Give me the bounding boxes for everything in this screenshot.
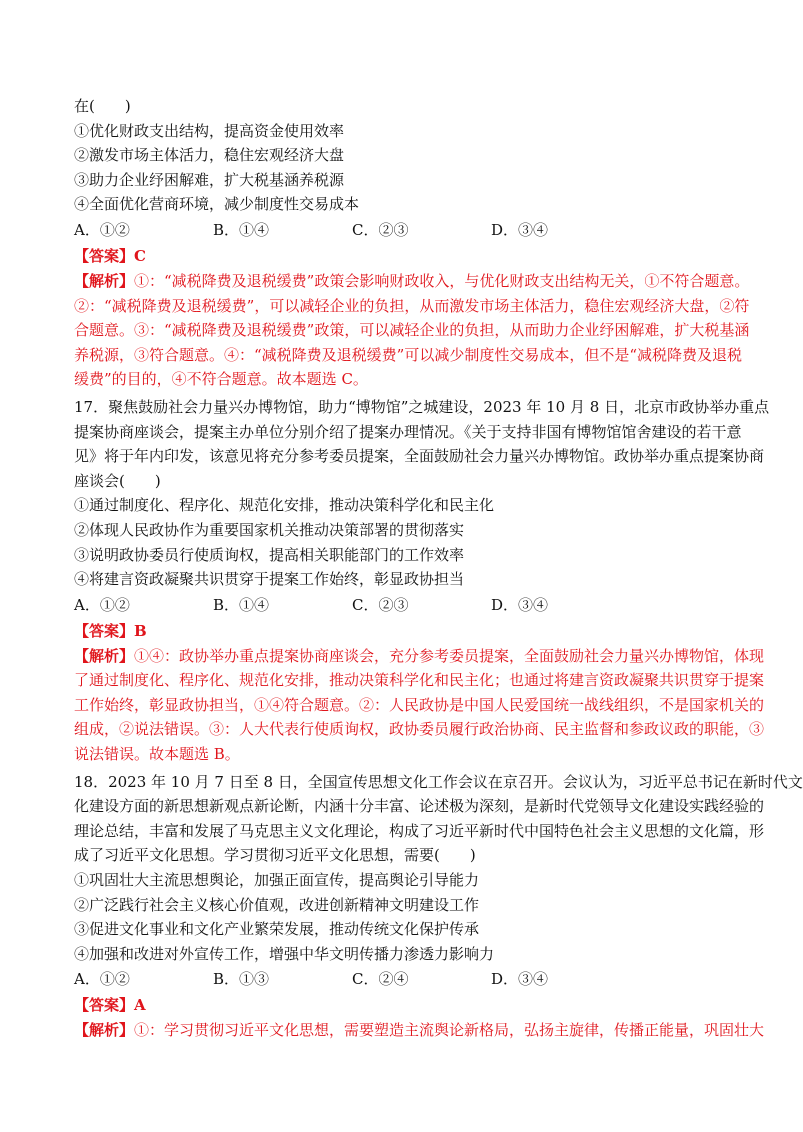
option-c: C．②③ bbox=[352, 595, 409, 614]
analysis-block bbox=[74, 1018, 765, 1043]
analysis-block bbox=[74, 644, 765, 767]
statement-4: ④加强和改进对外宣传工作，增强中华文明传播力渗透力影响力 bbox=[74, 944, 495, 963]
question-stem-line: 化建设方面的新思想新观点新论断，内涵十分丰富、论述极为深刻，是新时代党领导文化建设实践经验的 bbox=[74, 797, 765, 816]
option-a: A．①② bbox=[74, 220, 130, 239]
analysis-line: 了通过制度化、程序化、规范化安排，推动决策科学化和民主化；也通过将建言资政凝聚共识贯穿于提案 bbox=[74, 671, 765, 690]
question-stem-line: 17．聚焦鼓励社会力量兴办博物馆，助力“博物馆”之城建设，2023 年 10 月 8 日，北京市政协举办重点 bbox=[74, 397, 770, 416]
statement-1: ①优化财政支出结构，提高资金使用效率 bbox=[74, 121, 345, 140]
question-stem-line: 成了习近平文化思想。学习贯彻习近平文化思想，需要( ) bbox=[74, 846, 476, 865]
answer-options bbox=[74, 592, 728, 618]
option-b: B．①④ bbox=[213, 220, 270, 239]
option-a: A．①② bbox=[74, 595, 130, 614]
analysis-label: 【解析】 bbox=[74, 1021, 135, 1040]
statement-4: ④将建言资政凝聚共识贯穿于提案工作始终，彰显政协担当 bbox=[74, 570, 465, 589]
answer-label: 【答案】 bbox=[74, 246, 135, 265]
statement-3: ③促进文化事业和文化产业繁荣发展，推动传统文化保护传承 bbox=[74, 920, 480, 939]
analysis-label: 【解析】 bbox=[74, 646, 135, 665]
statement-2: ②激发市场主体活力，稳住宏观经济大盘 bbox=[74, 146, 345, 165]
answer-line bbox=[74, 618, 728, 644]
question-stem-line: 18．2023 年 10 月 7 日至 8 日，全国宣传思想文化工作会议在京召开。会议认为，习近平总书记在新时代文 bbox=[74, 772, 803, 791]
analysis-line: 说法错误。故本题选 B。 bbox=[74, 745, 240, 764]
option-a: A．①② bbox=[74, 970, 130, 989]
statement-3: ③助力企业纾困解难，扩大税基涵养税源 bbox=[74, 170, 345, 189]
answer-options bbox=[74, 217, 728, 243]
answer-value: A bbox=[134, 996, 146, 1015]
question-16 bbox=[74, 94, 750, 392]
question-stem-line: 在( ) bbox=[74, 97, 131, 115]
analysis-line: ①④：政协举办重点提案协商座谈会，充分参考委员提案，全面鼓励社会力量兴办博物馆，体现 bbox=[134, 646, 765, 665]
statement-2: ②体现人民政协作为重要国家机关推动决策部署的贯彻落实 bbox=[74, 520, 465, 539]
answer-line bbox=[74, 992, 728, 1018]
analysis-line: 养税源，③符合题意。④：“减税降费及退税缓费”可以减少制度性交易成本，但不是“减税降费及退税 bbox=[74, 345, 743, 364]
question-stem-line: 提案协商座谈会，提案主办单位分别介绍了提案办理情况。《关于支持非国有博物馆馆舍建设的若干意 bbox=[74, 422, 742, 441]
option-d: D．③④ bbox=[491, 970, 549, 989]
analysis-line: 工作始终，彰显政协担当，①④符合题意。②：人民政协是中国人民爱国统一战线组织，不是国家机关的 bbox=[74, 695, 765, 714]
answer-value: B bbox=[134, 621, 147, 640]
question-17 bbox=[74, 395, 770, 767]
statement-4: ④全面优化营商环境，减少制度性交易成本 bbox=[74, 195, 360, 214]
option-c: C．②④ bbox=[352, 970, 409, 989]
question-stem-line: 见》将于年内印发，该意见将充分参考委员提案，全面鼓励社会力量兴办博物馆。政协举办重点提案协商 bbox=[74, 447, 765, 466]
analysis-line: 缓费”的目的，④不符合题意。故本题选 C。 bbox=[74, 370, 368, 389]
analysis-line: ①：学习贯彻习近平文化思想，需要塑造主流舆论新格局，弘扬主旋律，传播正能量，巩固壮大 bbox=[134, 1021, 765, 1040]
analysis-line: ①：“减税降费及退税缓费”政策会影响财政收入，与优化财政支出结构无关，①不符合题意。 bbox=[134, 271, 750, 290]
analysis-line: 合题意。③：“减税降费及退税缓费”政策，可以减轻企业的负担，从而助力企业纾困解难，扩大税基涵 bbox=[74, 321, 750, 340]
answer-value: C bbox=[134, 246, 146, 265]
analysis-line: 组成，②说法错误。③：人大代表行使质询权，政协委员履行政治协商、民主监督和参政议政的职能，③ bbox=[74, 720, 765, 739]
question-stem-line: 座谈会( ) bbox=[74, 471, 161, 490]
answer-label: 【答案】 bbox=[74, 621, 135, 640]
analysis-label: 【解析】 bbox=[74, 271, 135, 290]
option-c: C．②③ bbox=[352, 220, 409, 239]
answer-options bbox=[74, 966, 728, 992]
question-18 bbox=[74, 770, 803, 1043]
statement-2: ②广泛践行社会主义核心价值观，改进创新精神文明建设工作 bbox=[74, 895, 480, 914]
analysis-block bbox=[74, 269, 750, 392]
statement-1: ①通过制度化、程序化、规范化安排，推动决策科学化和民主化 bbox=[74, 496, 495, 515]
question-stem-line: 理论总结，丰富和发展了马克思主义文化理论，构成了习近平新时代中国特色社会主义思想的文化篇，形 bbox=[74, 821, 765, 840]
answer-label: 【答案】 bbox=[74, 996, 135, 1015]
option-d: D．③④ bbox=[491, 220, 549, 239]
option-d: D．③④ bbox=[491, 595, 549, 614]
analysis-line: ②：“减税降费及退税缓费”，可以减轻企业的负担，从而激发市场主体活力，稳住宏观经济大盘，②符 bbox=[74, 296, 750, 315]
option-b: B．①④ bbox=[213, 595, 270, 614]
answer-line bbox=[74, 243, 728, 269]
statement-3: ③说明政协委员行使质询权，提高相关职能部门的工作效率 bbox=[74, 545, 465, 564]
option-b: B．①③ bbox=[213, 970, 270, 989]
statement-1: ①巩固壮大主流思想舆论，加强正面宣传，提高舆论引导能力 bbox=[74, 871, 480, 890]
